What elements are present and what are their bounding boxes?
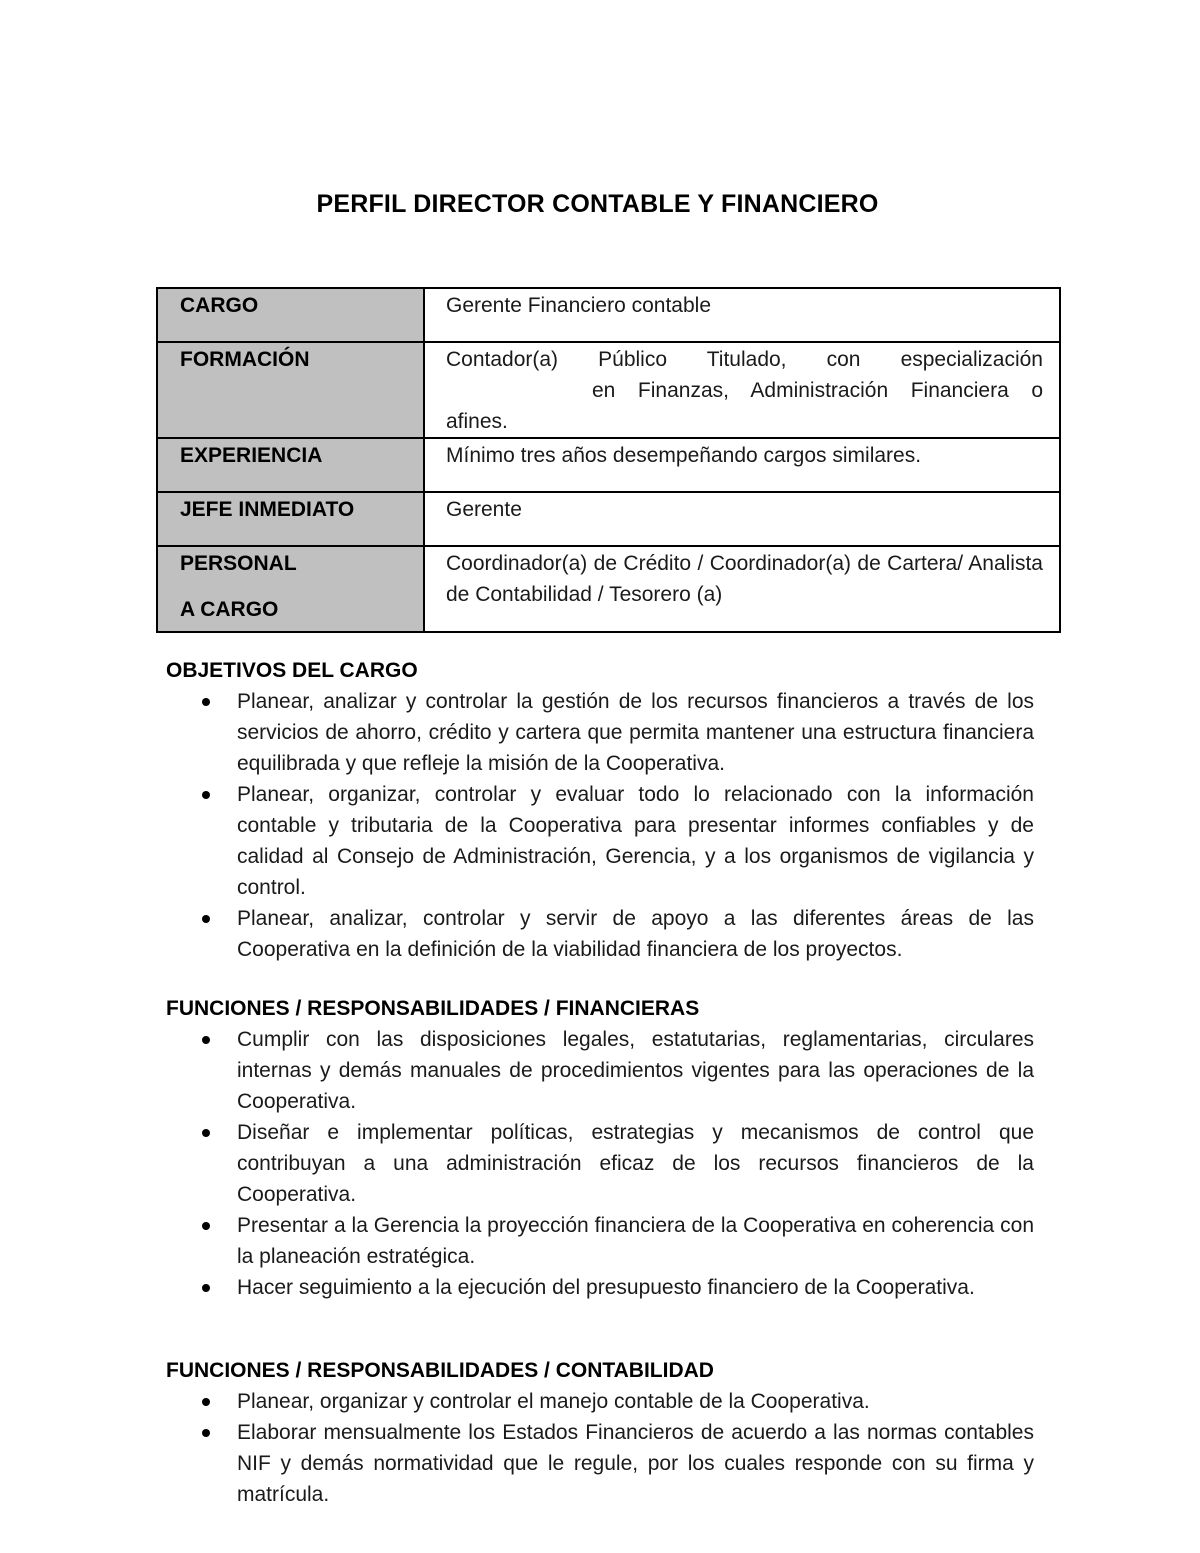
bullet-icon xyxy=(202,1222,210,1230)
objetivos-heading: OBJETIVOS DEL CARGO xyxy=(166,659,418,682)
cargo-value: Gerente Financiero contable xyxy=(424,288,1060,342)
bullet-icon xyxy=(202,1129,210,1137)
objetivos-list xyxy=(166,686,1034,965)
table-row-experiencia xyxy=(157,438,1060,492)
personal-value: Coordinador(a) de Crédito / Coordinador(a) de Cartera/ Analista de Contabilidad / Tesorero (a) xyxy=(424,546,1060,632)
list-item-text: Cumplir con las disposiciones legales, estatutarias, reglamentarias, circulares internas y demás manuales de procedimientos vigentes para las operaciones de la Cooperativa. xyxy=(237,1028,1034,1113)
bullet-icon xyxy=(202,1284,210,1292)
contabilidad-list xyxy=(166,1386,1034,1510)
list-item-text: Elaborar mensualmente los Estados Financieros de acuerdo a las normas contables NIF y demás normatividad que le regule, por los cuales responde con su firma y matrícula. xyxy=(237,1421,1034,1506)
list-item xyxy=(166,1024,1034,1117)
list-item-text: Presentar a la Gerencia la proyección financiera de la Cooperativa en coherencia con la planeación estratégica. xyxy=(237,1214,1034,1268)
formacion-value-line2-text: en Finanzas, Administración Financiera o afines. xyxy=(446,379,1043,433)
list-item xyxy=(166,779,1034,903)
list-item-text: Diseñar e implementar políticas, estrategias y mecanismos de control que contribuyan a una administración eficaz de los recursos financieros de la Cooperativa. xyxy=(237,1121,1034,1206)
table-row-cargo xyxy=(157,288,1060,342)
profile-table xyxy=(156,287,1061,633)
jefe-inmediato-value: Gerente xyxy=(424,492,1060,546)
list-item-text: Planear, organizar y controlar el manejo contable de la Cooperativa. xyxy=(237,1390,870,1413)
table-row-formacion xyxy=(157,342,1060,438)
list-item-text: Planear, analizar, controlar y servir de apoyo a las diferentes áreas de las Cooperativa en la definición de la viabilidad financiera de los proyectos. xyxy=(237,907,1034,961)
financieras-section xyxy=(166,993,1034,1303)
list-item xyxy=(166,903,1034,965)
personal-label xyxy=(157,546,424,632)
formacion-value-line1: Contador(a) Público Titulado, con especialización xyxy=(446,348,1043,371)
list-item xyxy=(166,1386,1034,1417)
table-row-jefe-inmediato xyxy=(157,492,1060,546)
list-item xyxy=(166,1210,1034,1272)
formacion-value-line2 xyxy=(446,375,1043,437)
bullet-icon xyxy=(202,698,210,706)
list-item xyxy=(166,686,1034,779)
experiencia-label: EXPERIENCIA xyxy=(157,438,424,492)
financieras-list xyxy=(166,1024,1034,1303)
personal-label-line2: A CARGO xyxy=(180,598,279,621)
list-item-text: Planear, organizar, controlar y evaluar todo lo relacionado con la información contable y tributaria de la Cooperativa para presentar informes confiables y de calidad al Consejo de Administración, Gerencia, y a los organismos de vigilancia y control. xyxy=(237,783,1034,899)
objetivos-section xyxy=(166,655,1034,965)
list-item xyxy=(166,1117,1034,1210)
list-item xyxy=(166,1272,1034,1303)
financieras-heading: FUNCIONES / RESPONSABILIDADES / FINANCIERAS xyxy=(166,997,700,1020)
contabilidad-heading: FUNCIONES / RESPONSABILIDADES / CONTABILIDAD xyxy=(166,1359,714,1382)
bullet-icon xyxy=(202,1429,210,1437)
list-item-text: Hacer seguimiento a la ejecución del presupuesto financiero de la Cooperativa. xyxy=(237,1276,975,1299)
experiencia-value: Mínimo tres años desempeñando cargos similares. xyxy=(424,438,1060,492)
bullet-icon xyxy=(202,1398,210,1406)
list-item xyxy=(166,1417,1034,1510)
page-title: PERFIL DIRECTOR CONTABLE Y FINANCIERO xyxy=(316,190,879,218)
formacion-label: FORMACIÓN xyxy=(157,342,424,438)
bullet-icon xyxy=(202,1036,210,1044)
bullet-icon xyxy=(202,791,210,799)
bullet-icon xyxy=(202,915,210,923)
list-item-text: Planear, analizar y controlar la gestión de los recursos financieros a través de los servicios de ahorro, crédito y cartera que permita mantener una estructura financiera equilibrada y que refleje la misión de la Cooperativa. xyxy=(237,690,1034,775)
cargo-label: CARGO xyxy=(157,288,424,342)
table-row-personal xyxy=(157,546,1060,632)
formacion-value xyxy=(424,342,1060,438)
jefe-inmediato-label: JEFE INMEDIATO xyxy=(157,492,424,546)
personal-label-line1: PERSONAL xyxy=(180,552,297,575)
contabilidad-section xyxy=(166,1355,1034,1510)
